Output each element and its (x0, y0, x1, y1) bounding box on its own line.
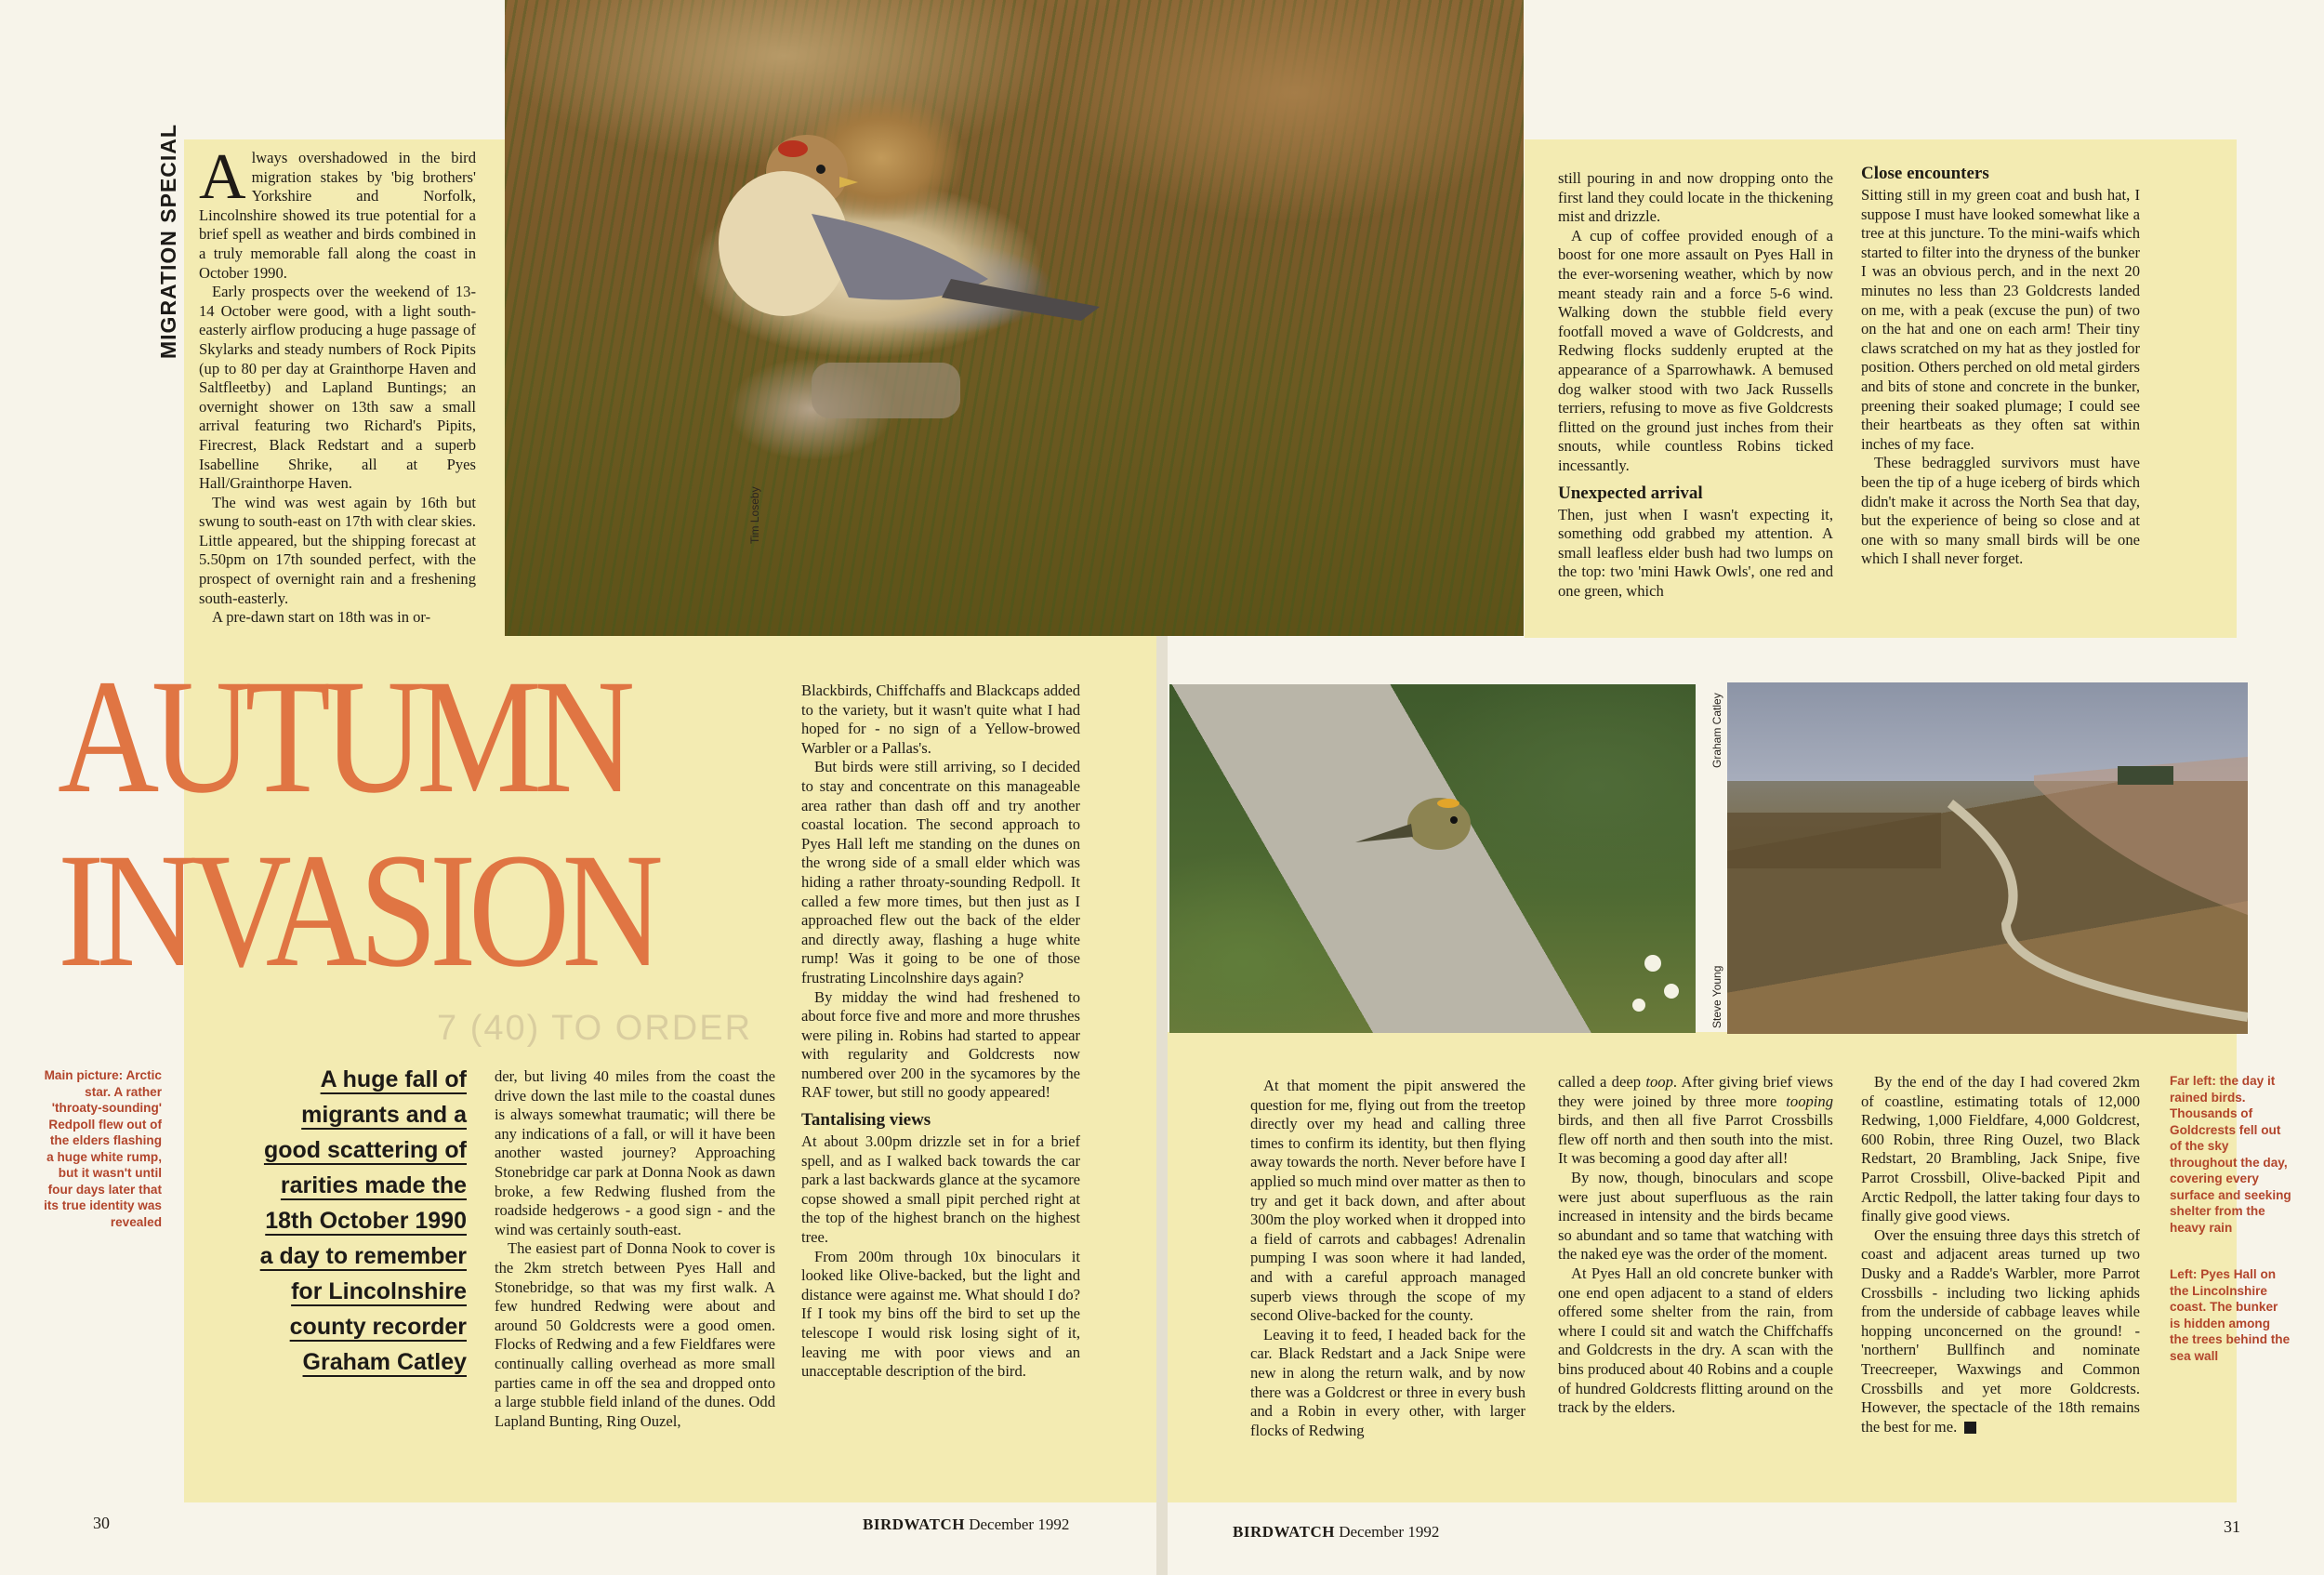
article-column-4 (1558, 169, 1833, 601)
page-number-right: 31 (2224, 1517, 2240, 1536)
standfirst-line: county recorder (289, 1314, 467, 1340)
caption-main: Main picture: Arctic star. A rather 'throaty-sounding' Redpoll flew out of the elders flashing a huge white rump, but it wasn't until four days later that its true identity was revealed (44, 1068, 162, 1229)
article-paragraph: A pre-dawn start on 18th was in or- (212, 608, 431, 627)
article-column-2 (495, 1067, 775, 1431)
article-paragraph: A cup of coffee provided enough of a boost for one more assault on Pyes Hall in the ever-worsening weather, which by now meant steady rain and a force 5-6 wind. Walking down the stubble field every footfall moved a wave of Goldcrests, and Redwing flocks suddenly erupted at the appearance of a Sparrowhawk. A bemused dog walker stood with two Jack Russells terriers, refusing to move as five Goldcrests flitted on the ground just inches from their snouts, while countless Robins ticked incessantly. (1558, 226, 1833, 474)
article-paragraph: By the end of the day I had covered 2km of coastline, estimating totals of 12,000 Redwing, 1,000 Fieldfare, 4,000 Goldcrest, 600 Robin, three Ring Ouzel, two Black Redstart, 20 Brambling, Jack Snipe, five Parrot Crossbill, Olive-backed Pipit and Arctic Redpoll, the latter taking four days to finally give good views. (1861, 1073, 2140, 1225)
article-paragraph: Over the ensuing three days this stretch of coast and adjacent areas turned up two Dusky and a Radde's Warbler, more Parrot Crossbills - including two licking aphids from the underside of cabbage leaves while hopping unconcerned on the ground! - 'northern' Bullfinch and nominate Treecreeper, Waxwings and Common Crossbills and yet more Goldcrests. However, the spectacle of the 18th remains the best for me. (1861, 1225, 2140, 1436)
headline-line1: AUTUMN (58, 646, 627, 827)
goldcrest-bird-shape (1169, 684, 1696, 1033)
main-photo-credit: Tim Loseby (748, 486, 761, 544)
article-paragraph: By midday the wind had freshened to about force five and more and more thrushes were piling in. Robins had started to appear with regularity and Goldcrests now numbered over 200 in the sycamores by the RAF tower, but still no goody appeared! (801, 987, 1080, 1102)
article-paragraph: The wind was west again by 16th but swung to south-east on 17th with clear skies. Little appeared, but the shipping forecast at 5.50pm on 17th sounded perfect, with the prospect of overnight rain and a freshening south-easterly. (199, 493, 476, 607)
subheading-tantalising-views: Tantalising views (801, 1110, 931, 1131)
standfirst-line: migrants and a (301, 1102, 467, 1128)
article-paragraph: At that moment the pipit answered the question for me, flying out from the treetop directly over my head and calling three times to confirm its identity, but then flying away towards the north. Never before have I applied so much mind over matter as then to try and get it back down, and after about 300m the ploy worked when it dropped into a field of carrots and cabbages! Adrenalin pumping I was soon where it had landed, and with a careful approach managed superb views through the scope of my second Olive-backed for the county. (1250, 1077, 1525, 1325)
main-photo-redpoll (505, 0, 1524, 636)
page-number-left: 30 (93, 1514, 110, 1532)
article-column-3 (801, 682, 1080, 1382)
article-paragraph: Early prospects over the weekend of 13-14 October were good, with a light south-easterly airflow producing a huge passage of Skylarks and steady numbers of Rock Pipits (up to 80 per day at Grainthorpe Haven and Saltfleetby) and Lapland Buntings; an overnight shower on 13th saw a small arrival featuring two Richard's Pipits, Firecrest, Black Redstart and a superb Isabelline Shrike, all at Pyes Hall/Grainthorpe Haven. (199, 283, 476, 493)
standfirst-line: 18th October 1990 (265, 1208, 467, 1234)
article-column-1 (199, 141, 476, 628)
faint-showthrough-text: 7 (40) TO ORDER (437, 1009, 753, 1048)
footer-right: BIRDWATCH December 1992 (1233, 1523, 1440, 1541)
standfirst-line: rarities made the (280, 1172, 467, 1198)
subheading-close-encounters: Close encounters (1861, 164, 1989, 183)
standfirst (205, 1062, 467, 1380)
article-paragraph: lways overshadowed in the bird migration stakes by 'big brothers' Yorkshire and Norfolk, Lincolnshire showed its true potential for a brief spell as weather and birds combined in a truly memorable fall along the coast in October 1990. (199, 149, 476, 282)
standfirst-line: Graham Catley (302, 1349, 467, 1375)
standfirst-line: A huge fall of (320, 1066, 467, 1092)
standfirst-line: for Lincolnshire (291, 1278, 467, 1304)
goldcrest-photo-credit: Graham Catley (1710, 693, 1723, 768)
section-label: MIGRATION SPECIAL (156, 124, 180, 359)
landscape-track-shape (1727, 682, 2248, 1034)
caption-left: Left: Pyes Hall on the Lincolnshire coast. The bunker is hidden among the trees behind the sea wall (2170, 1267, 2291, 1363)
article-paragraph: At Pyes Hall an old concrete bunker with one end open adjacent to a stand of elders offered some shelter from the rain, from where I could sit and watch the Chiffchaffs and Goldcrests in the dry. A scan with the bins produced about 40 Robins and a couple of hundred Goldcrests flitting around on the track by the elders. (1558, 1264, 1833, 1417)
standfirst-line: good scattering of (263, 1137, 467, 1163)
landscape-photo-credit: Steve Young (1710, 965, 1723, 1028)
article-paragraph: called a deep toop. After giving brief views they were joined by three more tooping birds, and then all five Parrot Crossbills flew off north and then south into the mist. It was becoming a good day after all! (1558, 1073, 1833, 1168)
redpoll-bird-shape (505, 0, 1524, 636)
standfirst-line: a day to remember (259, 1243, 467, 1269)
article-paragraph: Sitting still in my green coat and bush hat, I suppose I must have looked somewhat like a tree at this juncture. To the mini-waifs which started to filter into the dryness of the bunker I was an obvious perch, and in the next 20 minutes no less than 23 Goldcrests landed on me, with a peak (excuse the pun) of two on the hat and one on each arm! Their tiny claws scratched on my hat as they jostled for position. Others perched on old metal girders and bits of stone and concrete in the bunker, preening their soaked plumage; I could see their heartbeats as they often sat within inches of my face. (1861, 186, 2141, 453)
article-paragraph: At about 3.00pm drizzle set in for a brief spell, and as I walked back towards the car park a last backwards glance at the sycamore copse showed a small pipit perched right at the top of the highest branch on the highest tree. (801, 1132, 1080, 1247)
drop-cap: A (199, 141, 246, 213)
article-paragraph: By now, though, binoculars and scope were just about superfluous as the rain increased in intensity and the birds became so abundant and so tame that watching with the naked eye was the order of the moment. (1558, 1168, 1833, 1264)
headline-line2: INVASION (58, 820, 656, 1001)
article-paragraph: Then, just when I wasn't expecting it, something odd grabbed my attention. A small leafless elder bush had two lumps on the top: two 'mini Hawk Owls', one red and one green, which (1558, 505, 1833, 600)
caption-far-left: Far left: the day it rained birds. Thousands of Goldcrests fell out of the sky throughout the day, covering every surface and seeking shelter from the heavy rain (2170, 1074, 2291, 1235)
article-paragraph: Leaving it to feed, I headed back for the car. Black Redstart and a Jack Snipe were new in along the return walk, and by now there was a Goldcrest or three in every bush and a Robin in every other, with larger flocks of Redwing (1250, 1325, 1525, 1439)
article-paragraph: These bedraggled survivors must have been the tip of a huge iceberg of birds which didn't make it across the North Sea that day, but the experience of being so close and at one with so many small birds will be one which I shall never forget. (1861, 454, 2140, 568)
article-column-8 (1861, 1073, 2140, 1436)
landscape-photo (1727, 682, 2248, 1034)
article-column-5 (1861, 164, 2140, 569)
article-paragraph: The easiest part of Donna Nook to cover is the 2km stretch between Pyes Hall and Stonebridge, so that was my first walk. A few hundred Redwing were about and around 50 Goldcrests were a good omen. Flocks of Redwing and a few Fieldfares were continually calling overhead as more small parties came in off the sea and dropped onto a large stubble field inland of the dunes. Odd Lapland Bunting, Ring Ouzel, (495, 1239, 775, 1430)
goldcrest-photo (1169, 684, 1696, 1033)
footer-left: BIRDWATCH December 1992 (863, 1515, 1070, 1533)
end-of-article-mark (1964, 1422, 1976, 1434)
article-paragraph: But birds were still arriving, so I decided to stay and concentrate on this manageable area rather than dash off and try another coastal location. The second approach to Pyes Hall left me standing on the dunes on the wrong side of a small elder which was hiding a rather throaty-sounding Redpoll. It called a few more times, but then just as I approached flew out the back of the elder and directly away, flashing a huge white rump! Was it going to be one of those frustrating Lincolnshire days again? (801, 758, 1080, 986)
article-paragraph: still pouring in and now dropping onto the first land they could locate in the thickening mist and drizzle. (1558, 169, 1833, 226)
article-paragraph: Blackbirds, Chiffchaffs and Blackcaps added to the variety, but it wasn't quite what I had hoped for - no sign of a Yellow-browed Warbler or a Pallas's. (801, 682, 1080, 757)
article-paragraph: From 200m through 10x binoculars it looked like Olive-backed, but the light and distance were against me. What should I do? If I took my bins off the bird to set up the telescope I would risk losing sight of it, leaving me with poor views and an unacceptable description of the bird. (801, 1247, 1080, 1381)
article-column-7 (1558, 1073, 1833, 1418)
article-column-6 (1250, 1077, 1525, 1440)
article-paragraph: der, but living 40 miles from the coast the drive down the last mile to the coastal dunes is always somewhat traumatic; will there be any indications of a fall, or will it have been another wasted journey? Approaching Stonebridge car park at Donna Nook as dawn broke, a few Redwing flushed from the roadside hedgerows - a good sign - and the wind was certainly south-east. (495, 1067, 775, 1238)
subheading-unexpected-arrival: Unexpected arrival (1558, 483, 1703, 503)
